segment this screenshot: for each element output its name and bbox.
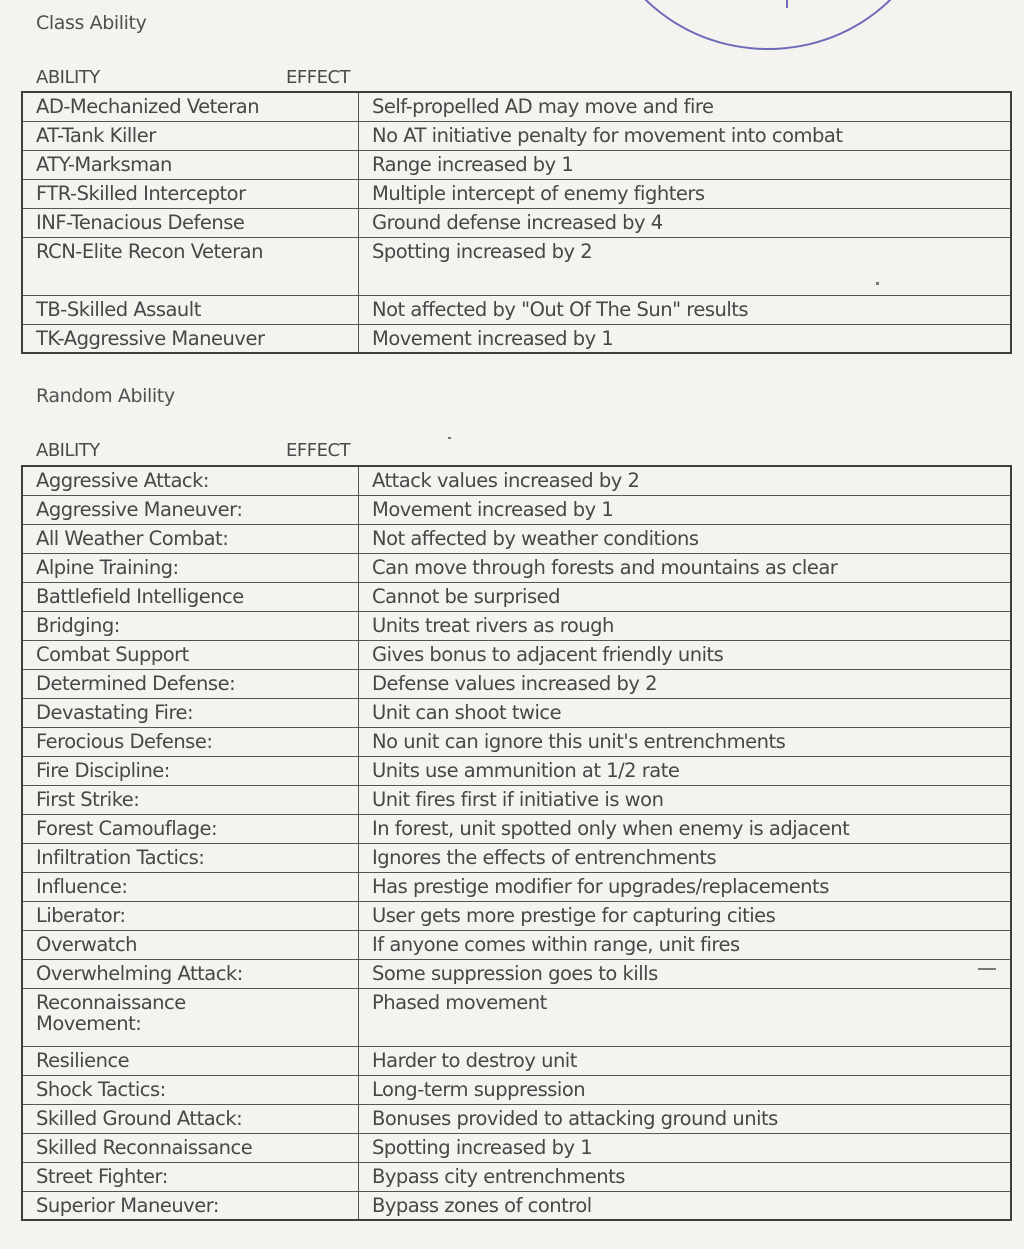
ability-name-cell: Determined Defense:	[22, 669, 359, 698]
ability-row	[22, 988, 1011, 1046]
ability-effect-cell: If anyone comes within range, unit fires	[359, 930, 1012, 959]
ability-effect-cell: Self-propelled AD may move and fire	[359, 92, 1012, 121]
ability-name-cell: Bridging:	[22, 611, 359, 640]
ability-name-cell: Aggressive Attack:	[22, 466, 359, 495]
ability-name-cell: Ferocious Defense:	[22, 727, 359, 756]
ability-name-cell: AT-Tank Killer	[22, 121, 359, 150]
ability-name-cell: Reconnaissance Movement:	[22, 988, 359, 1046]
ability-effect-cell: Range increased by 1	[359, 150, 1012, 179]
class-col-effect-header: EFFECT	[286, 67, 351, 88]
ability-effect-cell: Units treat rivers as rough	[359, 611, 1012, 640]
ability-effect-cell: Bypass zones of control	[359, 1191, 1012, 1220]
ability-name-cell: Resilience	[22, 1046, 359, 1075]
ability-effect-cell: Some suppression goes to kills	[359, 959, 1012, 988]
ability-name-cell: Devastating Fire:	[22, 698, 359, 727]
ability-name-cell: Shock Tactics:	[22, 1075, 359, 1104]
ability-name-cell: Influence:	[22, 872, 359, 901]
class-col-ability-header: ABILITY	[36, 67, 100, 88]
class-ability-table	[21, 91, 1012, 354]
random-col-effect-header: EFFECT	[286, 440, 351, 461]
ability-effect-cell: Harder to destroy unit	[359, 1046, 1012, 1075]
ability-row	[22, 611, 1011, 640]
ability-name-cell: Forest Camouflage:	[22, 814, 359, 843]
ability-row	[22, 208, 1011, 237]
ability-name-cell: Battlefield Intelligence	[22, 582, 359, 611]
ability-name-cell: AD-Mechanized Veteran	[22, 92, 359, 121]
ability-name-cell: Infiltration Tactics:	[22, 843, 359, 872]
random-ability-title: Random Ability	[36, 385, 175, 407]
ability-effect-cell: Phased movement	[359, 988, 1012, 1046]
ability-name-cell: Alpine Training:	[22, 553, 359, 582]
ability-name-cell: Skilled Reconnaissance	[22, 1133, 359, 1162]
ability-effect-cell: Long-term suppression	[359, 1075, 1012, 1104]
ability-name-cell: TB-Skilled Assault	[22, 295, 359, 324]
ability-row	[22, 872, 1011, 901]
ability-name-cell: Superior Maneuver:	[22, 1191, 359, 1220]
ability-name-cell: Fire Discipline:	[22, 756, 359, 785]
ability-row	[22, 553, 1011, 582]
ability-effect-cell: In forest, unit spotted only when enemy is adjacent	[359, 814, 1012, 843]
ability-effect-cell: Not affected by "Out Of The Sun" results	[359, 295, 1012, 324]
ability-name-cell: FTR-Skilled Interceptor	[22, 179, 359, 208]
ability-name-cell: First Strike:	[22, 785, 359, 814]
ability-row	[22, 843, 1011, 872]
ability-effect-cell: Movement increased by 1	[359, 324, 1012, 353]
ability-effect-cell: No unit can ignore this unit's entrenchments	[359, 727, 1012, 756]
ability-effect-cell: Multiple intercept of enemy fighters	[359, 179, 1012, 208]
ability-name-cell: TK-Aggressive Maneuver	[22, 324, 359, 353]
ability-effect-cell: Cannot be surprised	[359, 582, 1012, 611]
ability-effect-cell: Has prestige modifier for upgrades/replacements	[359, 872, 1012, 901]
ability-name-cell: Combat Support	[22, 640, 359, 669]
ability-row	[22, 1191, 1011, 1220]
paper-speck	[978, 968, 996, 970]
ability-row	[22, 466, 1011, 495]
ability-name-cell: INF-Tenacious Defense	[22, 208, 359, 237]
ability-row	[22, 150, 1011, 179]
ability-effect-cell: Spotting increased by 2	[359, 237, 1012, 295]
class-ability-title: Class Ability	[36, 12, 147, 34]
ability-row	[22, 121, 1011, 150]
ability-row	[22, 1075, 1011, 1104]
ability-name-cell: Skilled Ground Attack:	[22, 1104, 359, 1133]
ability-effect-cell: Movement increased by 1	[359, 495, 1012, 524]
pen-mark-stroke	[786, 0, 788, 8]
ability-name-cell: Overwatch	[22, 930, 359, 959]
ability-effect-cell: Units use ammunition at 1/2 rate	[359, 756, 1012, 785]
ability-effect-cell: Unit can shoot twice	[359, 698, 1012, 727]
ability-row	[22, 1104, 1011, 1133]
ability-row	[22, 727, 1011, 756]
ability-row	[22, 959, 1011, 988]
ability-row	[22, 324, 1011, 353]
ability-row	[22, 901, 1011, 930]
ability-effect-cell: Unit fires first if initiative is won	[359, 785, 1012, 814]
ability-row	[22, 237, 1011, 295]
ability-name-cell: Overwhelming Attack:	[22, 959, 359, 988]
ability-name-cell: Aggressive Maneuver:	[22, 495, 359, 524]
ability-row	[22, 495, 1011, 524]
ability-row	[22, 1133, 1011, 1162]
ability-row	[22, 640, 1011, 669]
ability-name-cell: Street Fighter:	[22, 1162, 359, 1191]
ability-effect-cell: Defense values increased by 2	[359, 669, 1012, 698]
paper-speck	[876, 282, 879, 285]
ability-row	[22, 524, 1011, 553]
ability-name-cell: ATY-Marksman	[22, 150, 359, 179]
ability-effect-cell: User gets more prestige for capturing cities	[359, 901, 1012, 930]
ability-row	[22, 756, 1011, 785]
pen-circle-mark	[598, 0, 938, 50]
ability-row	[22, 814, 1011, 843]
ability-name-cell: All Weather Combat:	[22, 524, 359, 553]
ability-effect-cell: Can move through forests and mountains as clear	[359, 553, 1012, 582]
ability-effect-cell: Not affected by weather conditions	[359, 524, 1012, 553]
ability-row	[22, 1162, 1011, 1191]
paper-speck	[448, 437, 451, 439]
ability-row	[22, 669, 1011, 698]
ability-row	[22, 785, 1011, 814]
ability-effect-cell: No AT initiative penalty for movement into combat	[359, 121, 1012, 150]
ability-effect-cell: Ground defense increased by 4	[359, 208, 1012, 237]
ability-name-cell: RCN-Elite Recon Veteran	[22, 237, 359, 295]
ability-effect-cell: Spotting increased by 1	[359, 1133, 1012, 1162]
random-col-ability-header: ABILITY	[36, 440, 100, 461]
ability-effect-cell: Bonuses provided to attacking ground units	[359, 1104, 1012, 1133]
ability-effect-cell: Attack values increased by 2	[359, 466, 1012, 495]
ability-row	[22, 930, 1011, 959]
ability-row	[22, 698, 1011, 727]
random-ability-table	[21, 465, 1012, 1221]
ability-effect-cell: Gives bonus to adjacent friendly units	[359, 640, 1012, 669]
ability-row	[22, 92, 1011, 121]
ability-row	[22, 179, 1011, 208]
ability-row	[22, 582, 1011, 611]
ability-effect-cell: Ignores the effects of entrenchments	[359, 843, 1012, 872]
ability-row	[22, 1046, 1011, 1075]
ability-effect-cell: Bypass city entrenchments	[359, 1162, 1012, 1191]
ability-name-cell: Liberator:	[22, 901, 359, 930]
ability-row	[22, 295, 1011, 324]
